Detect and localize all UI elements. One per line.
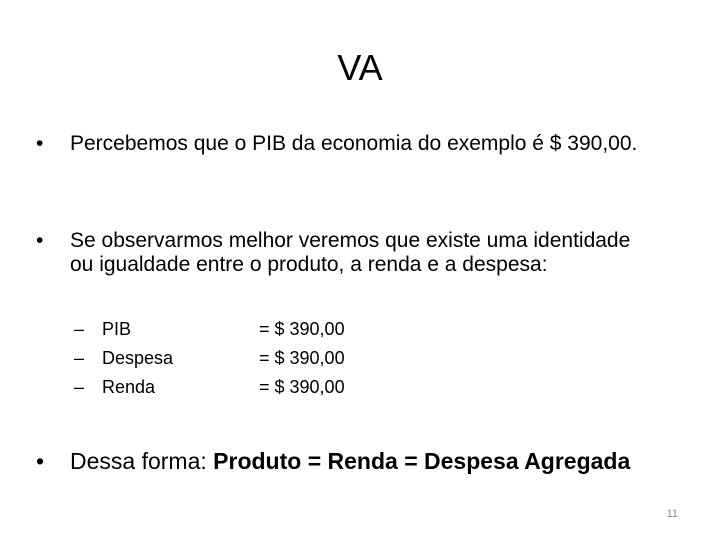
sub-list-item	[74, 344, 394, 373]
dash-icon: –	[74, 348, 85, 368]
page-number: 11	[666, 508, 678, 520]
conclusion-emphasis: Produto = Renda = Despesa Agregada	[213, 448, 631, 474]
sub-list-item	[74, 373, 394, 402]
bullet-icon: •	[36, 448, 45, 474]
sub-list-item	[74, 315, 394, 344]
sub-item-value: = $ 390,00	[259, 319, 345, 339]
sub-list	[74, 315, 394, 405]
slide-title: VA	[337, 47, 383, 88]
bullet-icon: •	[36, 132, 44, 155]
conclusion-text	[70, 447, 696, 475]
sub-item-value: = $ 390,00	[259, 377, 345, 397]
conclusion-prefix: Dessa forma:	[70, 448, 214, 474]
dash-icon: –	[74, 319, 85, 339]
bullet-text: Se observarmos melhor veremos que existe uma identidade ou igualdade entre o produto, a renda e a despesa:	[70, 229, 631, 276]
sub-item-value: = $ 390,00	[259, 348, 345, 368]
bullet-item	[36, 132, 646, 156]
bullet-item	[36, 229, 646, 277]
sub-item-label: Despesa	[102, 348, 174, 368]
bullet-icon: •	[36, 229, 44, 252]
sub-item-label: PIB	[102, 319, 132, 339]
conclusion-bullet	[36, 447, 696, 475]
dash-icon: –	[74, 377, 85, 397]
bullet-text: Percebemos que o PIB da economia do exemplo é $ 390,00.	[70, 132, 638, 155]
sub-item-label: Renda	[102, 377, 156, 397]
